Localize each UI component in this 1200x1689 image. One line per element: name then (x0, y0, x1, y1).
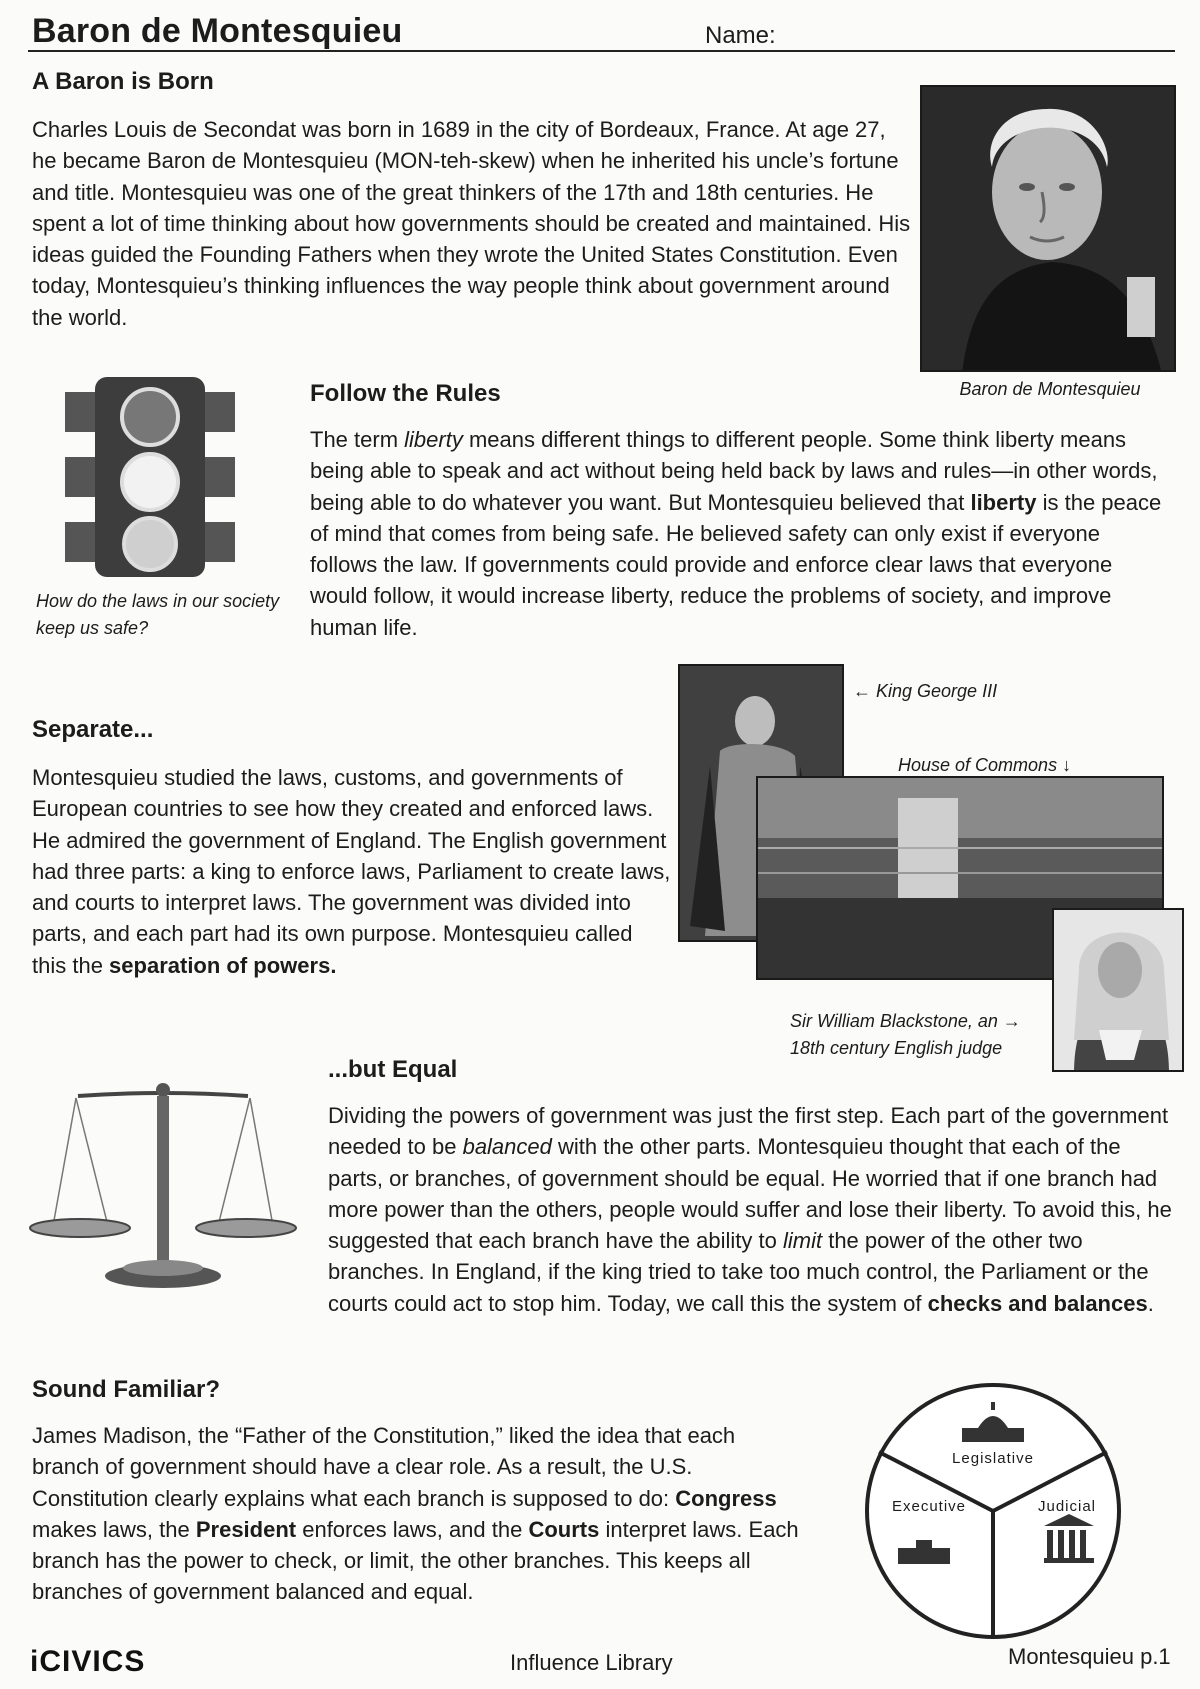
executive-label: Executive (891, 1498, 967, 1515)
portrait-caption: Baron de Montesquieu (959, 379, 1141, 399)
footer-center-text: Influence Library (510, 1650, 673, 1675)
section-heading-baron-born: A Baron is Born (32, 68, 214, 95)
legislative-label: Legislative (952, 1450, 1034, 1467)
branches-diagram (862, 1380, 1124, 1642)
footer-page-number: Montesquieu p.1 (1008, 1644, 1171, 1669)
judicial-label: Judicial (1037, 1498, 1097, 1515)
king-george-caption: ← King George III (853, 681, 998, 701)
name-label: Name: (705, 22, 776, 49)
montesquieu-portrait (920, 85, 1176, 372)
blackstone-portrait (1052, 908, 1184, 1072)
scales-of-justice-icon (28, 1076, 298, 1296)
section-text-but-equal: Dividing the powers of government was just the first step. Each part of the government needed to be balanced with the other parts. Montesquieu thought that each of the parts, or branches, of government should be equal. He worried that if one branch had more power than the others, people would suffer and lose their liberty. To avoid this, he suggested that each branch have the ability to limit the power of the other two branches. In England, if the king tried to take too much control, the Parliament or the courts could act to stop him. Today, we call this the system of checks and balances. (328, 1103, 1172, 1316)
blackstone-caption-line-2: 18th century English judge (790, 1038, 1003, 1058)
icivics-logo: iCIVICS (30, 1645, 146, 1678)
title-underline (28, 50, 1175, 52)
section-text-sound-familiar: James Madison, the “Father of the Constitution,” liked the idea that each branch of government should have a clear role. As a result, the U.S. Constitution clearly explains what each branch is supposed to do: Congress makes laws, the President enforces laws, and the Courts interpret laws. Each branch has the power to check, or limit, the other branches. This keeps all branches of government balanced and equal. (32, 1423, 799, 1605)
section-heading-separate: Separate... (32, 716, 154, 743)
traffic-light-icon (60, 372, 240, 580)
section-text-follow-rules: The term liberty means different things to different people. Some think liberty means being able to speak and act without being held back by laws and rules—in other words, being able to do whatever you want. But Montesquieu believed that liberty is the peace of mind that comes from being safe. He believed safety can only exist if everyone follows the law. If governments could provide and enforce clear laws that everyone would follow, it would increase liberty, reduce the problems of society, and improve human life. (310, 427, 1162, 640)
section-text-baron-born: Charles Louis de Secondat was born in 1689 in the city of Bordeaux, France. At age 27, he became Baron de Montesquieu (MON-teh-skew) when he inherited his uncle’s fortune and title. Montesquieu was one of the great thinkers of the 17th and 18th centuries. He spent a lot of time thinking about how governments should be created and maintained. His ideas guided the Founding Fathers when they wrote the United States Constitution. Even today, Montesquieu’s thinking influences the way people think about government around the world. (32, 117, 911, 330)
house-of-commons-caption: House of Commons ↓ (898, 755, 1072, 775)
blackstone-caption-line-1: Sir William Blackstone, an → (790, 1011, 1021, 1031)
page-title: Baron de Montesquieu (32, 12, 403, 50)
traffic-light-caption: How do the laws in our society keep us safe? (36, 591, 280, 638)
section-heading-but-equal: ...but Equal (328, 1056, 458, 1083)
section-text-separate: Montesquieu studied the laws, customs, and governments of European countries to see how they created and enforced laws. He admired the government of England. The English government had three parts: a king to enforce laws, Parliament to create laws, and courts to interpret laws. The government was divided into parts, and each part had its own purpose. Montesquieu called this the separation of powers. (32, 765, 671, 978)
blackstone-caption (790, 1008, 1060, 1062)
section-heading-sound-familiar: Sound Familiar? (32, 1376, 221, 1403)
section-heading-follow-rules: Follow the Rules (310, 380, 501, 407)
